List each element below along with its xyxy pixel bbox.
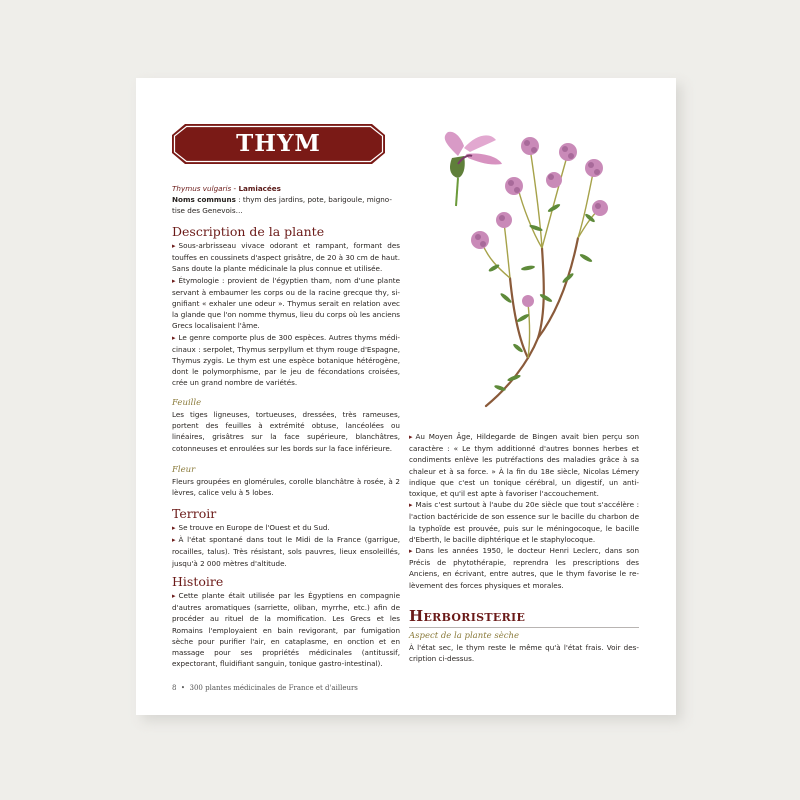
heading-aspect-plante-seche: Aspect de la plante sèche [409,631,520,641]
herboristerie-text: À l'état sec, le thym reste le même qu'à l'état frais. Voir des-cription ci-dessus. [409,643,639,664]
page-footer [172,684,358,692]
section-description [172,225,400,389]
heading-description: Description de la plante [172,224,325,239]
heading-feuille: Feuille [172,398,202,408]
title-banner [171,123,386,165]
terroir-bullet-2: ▸ À l'état spontané dans tout le Midi de la France (garrigue, rocailles, talus). Très résistant, sols pauvres, lieux ensoleillés, jusqu'à 2 000 mètres d'altitude. [172,534,400,569]
common-names [172,194,400,216]
heading-terroir: Terroir [172,506,217,521]
section-fleur [172,465,400,498]
flower-detail [445,132,502,206]
book-title: 300 plantes médicinales de France et d'ailleurs [189,684,358,692]
fleur-text: Fleurs groupées en glomérules, corolle blanchâtre à rosée, à 2 lèvres, calice velu à 5 lobes. [172,477,400,498]
description-bullet-1: ▸ Sous-arbrisseau vivace odorant et rampant, formant des touffes en coussinets d'aspect grisâtre, de 20 à 30 cm de haut. Sans doute la plante médicinale la plus connue et utilisée. [172,240,400,275]
heading-histoire: Histoire [172,574,224,589]
histoire-bullet-4: ▸ Dans les années 1950, le docteur Henri Leclerc, dans son Précis de phytothérapie, reprendra les prescriptions des Anciens, en écrivant, entre autres, que le thym favorise le re-lèvement des forces physiques et morales. [409,545,639,591]
book-page [136,78,676,715]
page-title: THYM [236,130,321,157]
section-histoire [172,575,400,669]
histoire-bullet-1: ▸ Cette plante était utilisée par les Égyptiens en compagnie d'autres aromatiques (sarriette, oliban, myrrhe, etc.) afin de procéder au rituel de la momification. Les Grecs et les Romains l'employaient en bain revigorant, par fumigation sèche pour purifier l'air, en cataplasme, en onction et en massage pour ses propriétés médicinales (antitussif, expectorant, fluidifiant sanguin, tonique gastro-intestinal). [172,590,400,669]
footer-separator: • [180,684,186,692]
latin-name: Thymus vulgaris [172,184,232,193]
latin-name-line [172,183,400,194]
section-feuille [172,398,400,454]
section-terroir [172,507,400,569]
heading-herboristerie-rest: ERBORISTERIE [423,611,526,624]
thyme-illustration [418,118,628,418]
heading-herboristerie-cap: H [409,607,424,625]
common-names-text: : thym des jardins, pote, barigoule, migno-tise des Genevois… [172,195,392,216]
plant-family: Lamiacées [238,184,281,193]
histoire-bullet-2: ▸ Au Moyen Âge, Hildegarde de Bingen avait bien perçu son caractère : « Le thym additionné d'autres bonnes herbes et condiments enlève les putréfactions des maladies grâce à sa chaleur et à sa force. » À la fin du 18e siècle, Nicolas Lémery indique que c'est un tonique cérébral, un digestif, un anti-toxique, et qu'il est apte à favoriser l'accouchement. [409,431,639,499]
thyme-plant-icon [418,118,628,418]
description-bullet-3: ▸ Le genre comporte plus de 300 espèces. Autres thyms médi-cinaux : serpolet, Thymus serpyllum et thym rouge d'Espagne, Thymus zygis. Le thym est une espèce botanique hétérogène, dont le polymorphisme, par le jeu de fécondations croisées, crée un grand nombre de variétés. [172,332,400,389]
section-histoire-continued [409,431,639,591]
heading-herboristerie [409,607,639,628]
latin-separator: - [231,184,239,193]
description-bullet-2: ▸ Étymologie : provient de l'égyptien tham, nom d'une plante servant à embaumer les corps ou de la racine grecque thy, si-gnifiant « exhaler une odeur ». Thymus serait en relation avec la glande que l'on nomme thymus, lieu du corps où les anciens Grecs localisaient l'âme. [172,275,400,332]
page-number: 8 [172,684,177,692]
feuille-text: Les tiges ligneuses, tortueuses, dressées, très rameuses, portent des feuilles à extrémité obtuse, lancéolées ou linéaires, grisâtres sur la face supérieure, blanchâtres, cotonneuses et enroulées sur les bords sur la face inférieure. [172,410,400,453]
common-names-label: Noms communs [172,195,236,205]
section-herboristerie [409,607,639,664]
heading-fleur: Fleur [172,465,196,475]
histoire-bullet-3: ▸ Mais c'est surtout à l'aube du 20e siècle que tout s'accélère : l'action bactéricide de son essence sur le bacille du charbon de la typhoïde est prouvée, puis sur le méningocoque, le bacille d'Eberth, le bacille diphtérique et le staphylocoque. [409,499,639,545]
plant-meta [172,183,400,217]
terroir-bullet-1: ▸ Se trouve en Europe de l'Ouest et du Sud. [172,522,400,534]
